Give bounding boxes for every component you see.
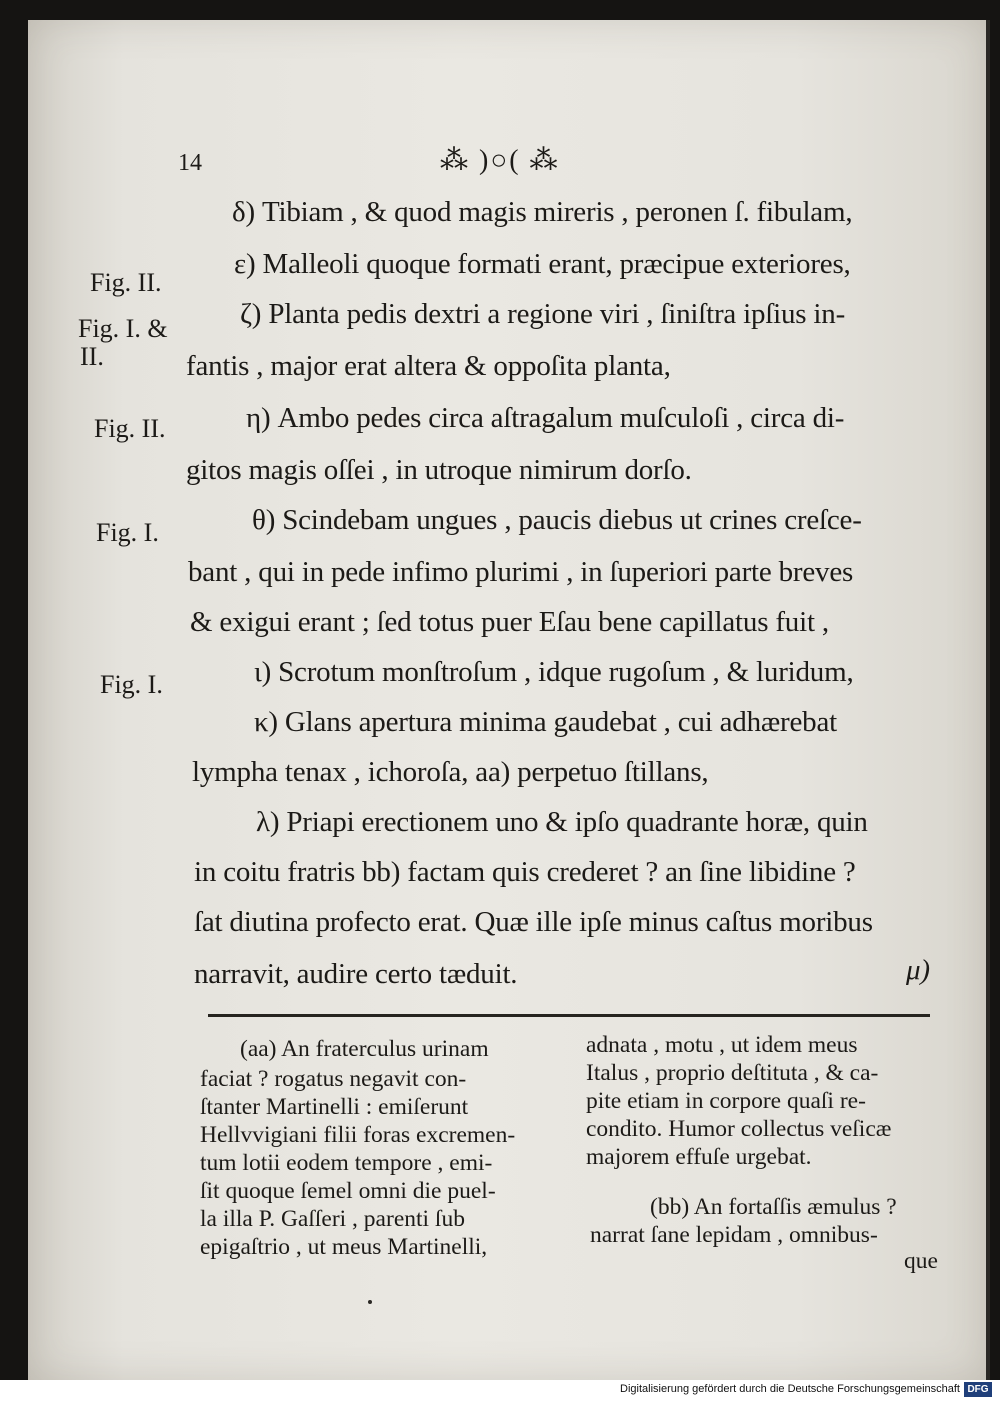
dfg-logo-icon: DFG (964, 1382, 992, 1397)
footnote-line: (aa) An fraterculus urinam (240, 1036, 489, 1062)
body-line: & exigui erant ; ſed totus puer Eſau bene capillatus fuit , (190, 606, 829, 638)
body-line: λ) Priapi erectionem uno & ipſo quadrante horæ, quin (256, 806, 868, 838)
body-line: lympha tenax , ichoroſa, aa) perpetuo ſtillans, (192, 756, 709, 788)
header-ornament: ⁂ )○( ⁂ (440, 145, 560, 176)
body-line: in coitu fratris bb) factam quis crederet ? an ſine libidine ? (194, 856, 856, 888)
body-line: δ) Tibiam , & quod magis mireris , peronen ſ. fibulam, (232, 196, 853, 228)
body-line: gitos magis oſſei , in utroque nimirum dorſo. (186, 454, 692, 486)
body-line: θ) Scindebam ungues , paucis diebus ut crines creſce- (252, 504, 862, 536)
footnote-line: ſtanter Martinelli : emiſerunt (200, 1094, 469, 1120)
footnote-line: adnata , motu , ut idem meus (586, 1032, 858, 1058)
body-line: ζ) Planta pedis dextri a regione viri , ſiniſtra ipſius in- (240, 298, 846, 330)
footnote-line: Italus , proprio deſtituta , & ca- (586, 1060, 879, 1086)
footnote-line: que (904, 1248, 938, 1274)
body-line: bant , qui in pede infimo plurimi , in ſuperiori parte breves (188, 556, 854, 588)
footnote-line: narrat ſane lepidam , omnibus- (590, 1222, 878, 1248)
footnote-line: la illa P. Gaſſeri , parenti ſub (200, 1206, 465, 1232)
footnote-line: Hellvvigiani filii foras excremen- (200, 1122, 516, 1148)
page-number: 14 (178, 150, 202, 176)
body-line: η) Ambo pedes circa aſtragalum muſculoſi , circa di- (246, 402, 845, 434)
body-line: κ) Glans apertura minima gaudebat , cui adhærebat (254, 706, 837, 738)
margin-note: Fig. I. & (78, 314, 168, 343)
body-line: ſat diutina profecto erat. Quæ ille ipſe minus caſtus moribus (194, 906, 873, 938)
footnote-line: faciat ? rogatus negavit con- (200, 1066, 467, 1092)
margin-note: Fig. I. (100, 670, 163, 699)
footnote-line: tum lotii eodem tempore , emi- (200, 1150, 493, 1176)
margin-note: Fig. II. (94, 414, 166, 443)
footer-bar (0, 1380, 1000, 1401)
margin-note: II. (80, 342, 104, 371)
body-line: ι) Scrotum monſtroſum , idque rugoſum , & luridum, (254, 656, 854, 688)
body-line: fantis , major erat altera & oppoſita planta, (186, 350, 671, 382)
body-line: ε) Malleoli quoque formati erant, præcipue exteriores, (234, 248, 851, 280)
footnote-line: (bb) An fortaſſis æmulus ? (650, 1194, 897, 1220)
footnote-line: condito. Humor collectus veſicæ (586, 1116, 892, 1142)
footnote-rule (208, 1014, 930, 1017)
catchword: μ) (906, 954, 930, 986)
footnote-line: ſit quoque ſemel omni die puel- (200, 1178, 496, 1204)
body-line: narravit, audire certo tæduit. (194, 958, 518, 990)
digitization-credit: Digitalisierung gefördert durch die Deutsche Forschungsgemeinschaft (620, 1383, 960, 1395)
ink-speck (368, 1300, 372, 1304)
footnote-line: epigaſtrio , ut meus Martinelli, (200, 1234, 488, 1260)
footnote-line: majorem effuſe urgebat. (586, 1144, 812, 1170)
margin-note: Fig. I. (96, 518, 159, 547)
margin-note: Fig. II. (90, 268, 162, 297)
footnote-line: pite etiam in corpore quaſi re- (586, 1088, 866, 1114)
page-edge-shadow (986, 20, 990, 1380)
